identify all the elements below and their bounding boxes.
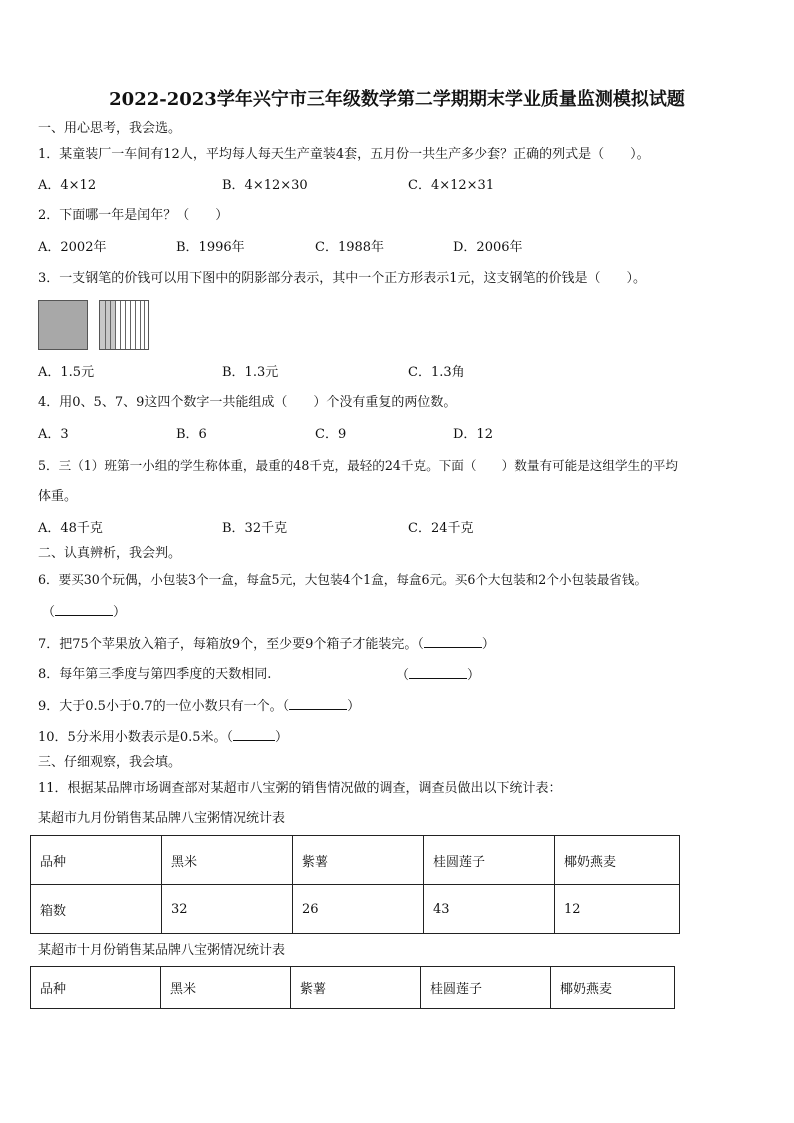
close-paren: ） — [467, 668, 481, 683]
q10-answer-blank[interactable] — [233, 729, 275, 741]
september-sales-table — [30, 835, 680, 934]
table-row — [31, 885, 680, 934]
question-10 — [38, 729, 288, 746]
table-cell: 紫薯 — [293, 836, 424, 885]
table-cell: 品种 — [31, 967, 161, 1009]
q6-answer-blank[interactable] — [42, 604, 126, 621]
q4-option-c: C．9 — [315, 427, 347, 442]
q4-option-d: D．12 — [453, 427, 493, 442]
section-heading-2: 二、认真辨析，我会判。 — [38, 546, 182, 561]
table-cell: 箱数 — [31, 885, 162, 934]
question-8: 8．每年第三季度与第四季度的天数相同. — [38, 667, 272, 682]
q2-option-a: A．2002年 — [38, 240, 107, 255]
q3-option-b: B．1.3元 — [222, 365, 279, 380]
grid-line — [144, 301, 145, 349]
table-cell: 黑米 — [161, 967, 291, 1009]
table-cell: 32 — [162, 885, 293, 934]
grid-line — [130, 301, 131, 349]
grid-line — [105, 301, 106, 349]
section-heading-3: 三、仔细观察，我会填。 — [38, 755, 182, 770]
grid-line — [135, 301, 136, 349]
close-paren: ） — [113, 605, 127, 620]
q8-answer-blank[interactable] — [396, 667, 480, 684]
partial-square-figure — [99, 300, 149, 350]
question-9 — [38, 698, 360, 715]
table-cell: 桂圆莲子 — [424, 836, 555, 885]
q4-option-b: B．6 — [176, 427, 207, 442]
shaded-strips — [100, 301, 115, 349]
table-cell: 椰奶燕麦 — [551, 967, 675, 1009]
table-cell: 12 — [555, 885, 680, 934]
q10-text: 10．5分米用小数表示是0.5米。（ — [38, 730, 233, 745]
grid-line — [120, 301, 121, 349]
q9-text: 9．大于0.5小于0.7的一位小数只有一个。（ — [38, 699, 290, 714]
question-7 — [38, 636, 495, 653]
q7-answer-blank[interactable] — [424, 636, 482, 648]
close-paren: ） — [481, 637, 495, 652]
q1-option-a: A．4×12 — [38, 178, 97, 193]
table-cell: 桂圆莲子 — [421, 967, 551, 1009]
question-11: 11．根据某品牌市场调查部对某超市八宝粥的销售情况做的调查，调查员做出以下统计表： — [38, 781, 562, 796]
blank-line — [55, 604, 113, 616]
q5-option-a: A．48千克 — [38, 521, 103, 536]
table-cell: 品种 — [31, 836, 162, 885]
q4-option-a: A．3 — [38, 427, 69, 442]
q2-option-b: B．1996年 — [176, 240, 245, 255]
table-cell: 43 — [424, 885, 555, 934]
q9-answer-blank[interactable] — [289, 698, 347, 710]
q7-text: 7．把75个苹果放入箱子，每箱放9个，至少要9个箱子才能装完。（ — [38, 637, 424, 652]
blank-line — [409, 667, 467, 679]
table-cell: 紫薯 — [291, 967, 421, 1009]
close-paren: ） — [275, 730, 289, 745]
q2-option-c: C．1988年 — [315, 240, 385, 255]
open-paren: （ — [396, 668, 410, 683]
table2-caption: 某超市十月份销售某品牌八宝粥情况统计表 — [38, 943, 286, 958]
grid-line — [140, 301, 141, 349]
grid-line — [125, 301, 126, 349]
page-title: 2022-2023学年兴宁市三年级数学第二学期期末学业质量监测模拟试题 — [109, 89, 685, 110]
section-heading-1: 一、用心思考，我会选。 — [38, 121, 182, 136]
grid-line — [115, 301, 116, 349]
table-row — [31, 967, 675, 1009]
question-4: 4．用0、5、7、9这四个数字一共能组成（ ）个没有重复的两位数。 — [38, 395, 457, 410]
question-6: 6．要买30个玩偶，小包装3个一盒，每盒5元，大包装4个1盒，每盒6元。买6个大包装和2个小包装最省钱。 — [38, 572, 648, 587]
question-3: 3．一支钢笔的价钱可以用下图中的阴影部分表示，其中一个正方形表示1元，这支钢笔的价钱是（ ）。 — [38, 271, 647, 286]
q2-option-d: D．2006年 — [453, 240, 523, 255]
table-row — [31, 836, 680, 885]
question-2: 2．下面哪一年是闰年？（ ） — [38, 208, 229, 223]
table1-caption: 某超市九月份销售某品牌八宝粥情况统计表 — [38, 811, 286, 826]
q5-option-c: C．24千克 — [408, 521, 474, 536]
table-cell: 黑米 — [162, 836, 293, 885]
q1-option-c: C．4×12×31 — [408, 178, 495, 193]
open-paren: （ — [42, 605, 56, 620]
grid-line — [110, 301, 111, 349]
table-cell: 26 — [293, 885, 424, 934]
close-paren: ） — [347, 699, 361, 714]
q3-option-a: A．1.5元 — [38, 365, 95, 380]
question-5-line1: 5．三（1）班第一小组的学生称体重，最重的48千克，最轻的24千克。下面（ ）数量有可能是这组学生的平均 — [38, 458, 678, 473]
q5-option-b: B．32千克 — [222, 521, 288, 536]
question-5-line2: 体重。 — [38, 489, 78, 504]
q3-option-c: C．1.3角 — [408, 365, 465, 380]
full-square-figure — [38, 300, 88, 350]
question-1: 1．某童装厂一车间有12人，平均每人每天生产童装4套，五月份一共生产多少套？正确的列式是（ ）。 — [38, 147, 650, 162]
q1-option-b: B．4×12×30 — [222, 178, 308, 193]
table-cell: 椰奶燕麦 — [555, 836, 680, 885]
october-sales-table — [30, 966, 675, 1009]
